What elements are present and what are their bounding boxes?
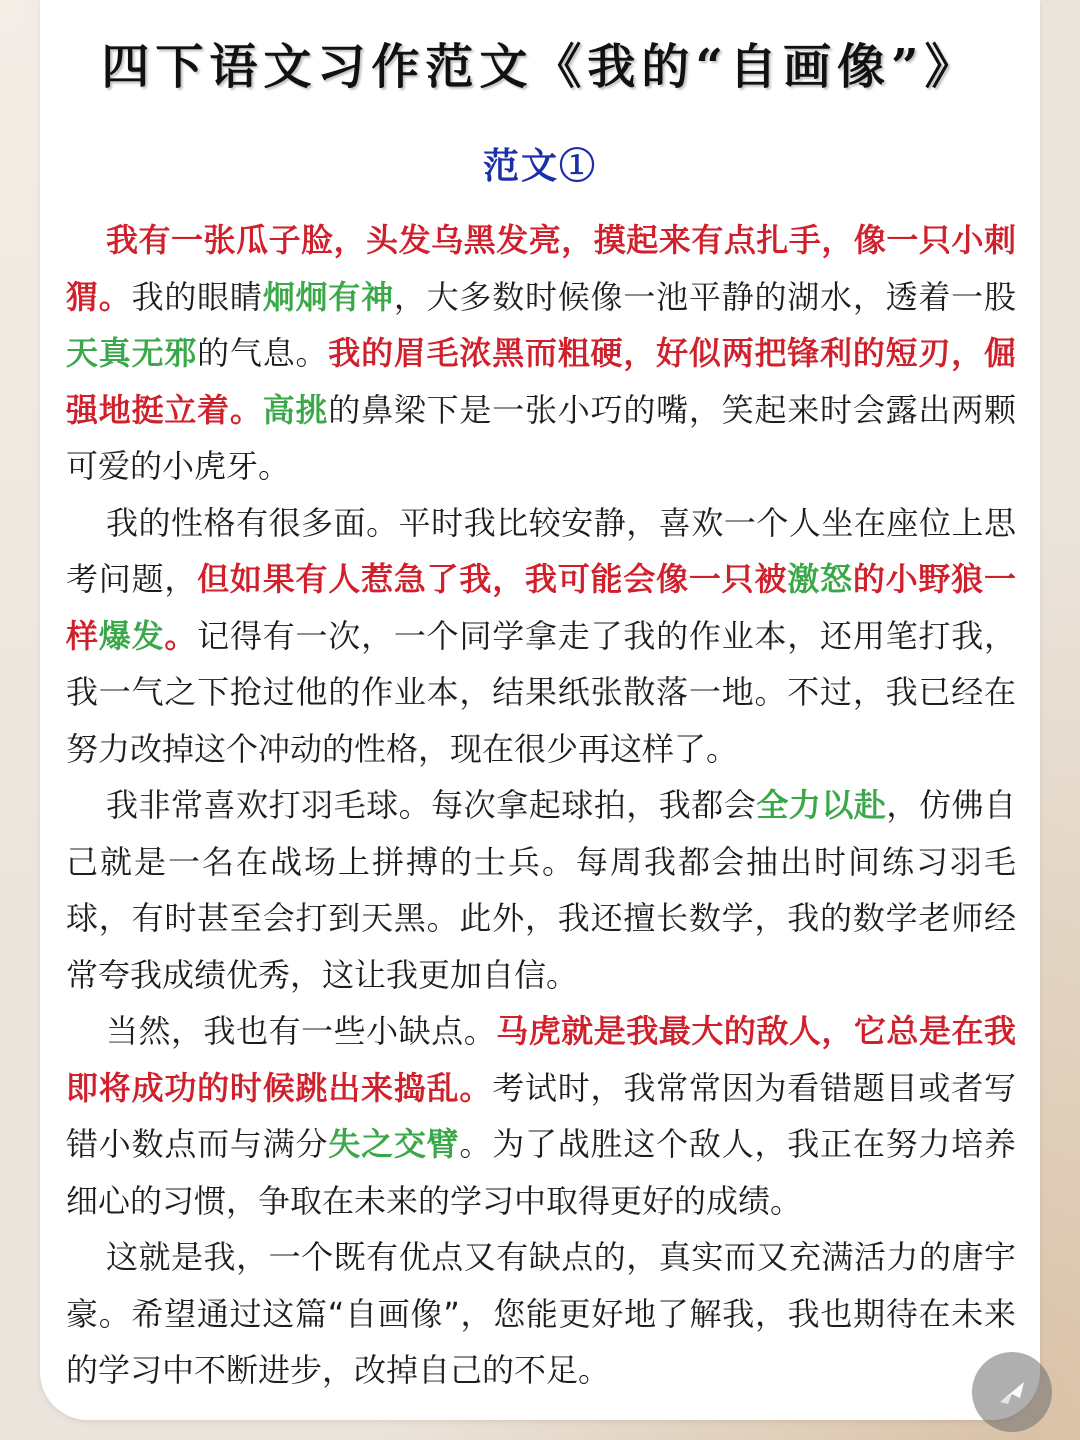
text-run: 我有一张瓜子脸，头发乌黑发亮，摸起来有点扎手，像一只小刺猬。 xyxy=(66,221,1016,316)
text-run: 这就是我，一个既有优点又有缺点的，真实而又充满活力的唐宇豪。希望通过这篇“自画像”，您能更好地了解我，我也期待在未来的学习中不断进步，改掉自己的不足。 xyxy=(66,1238,1016,1389)
text-run: 我的眼睛 xyxy=(131,277,263,316)
paragraph-2 xyxy=(66,495,1016,778)
text-run: 全力以赴 xyxy=(756,786,887,824)
text-run: 我的眉毛浓黑而粗硬，好似两把锋利的短刃，倔强地挺立着。 xyxy=(66,334,1016,429)
text-run: 的小野狼一样 xyxy=(66,560,1016,655)
text-run: 激怒 xyxy=(787,560,853,598)
text-run: 我的性格有很多面。平时我比较安静，喜欢一个人坐在座位上思考问题， xyxy=(66,503,1016,598)
essay-body xyxy=(66,212,1016,1399)
text-run: ，大多数时候像一池平静的湖水，透着一股 xyxy=(393,277,1016,316)
text-run: 我非常喜欢打羽毛球。每次拿起球拍，我都会 xyxy=(106,786,757,824)
text-run: 高挑 xyxy=(262,390,329,429)
text-run: 考试时，我常常因为看错题目或者写错小数点而与满分 xyxy=(66,1068,1016,1163)
text-run: 天真无邪 xyxy=(66,334,198,372)
text-run: 失之交臂 xyxy=(328,1125,460,1163)
paragraph-5 xyxy=(66,1229,1016,1399)
text-run: 炯炯有神 xyxy=(262,277,394,316)
text-run: 但如果有人惹急了我，我可能会像一只被 xyxy=(197,560,788,598)
text-run: 。 xyxy=(164,616,198,655)
text-run: 记得有一次，一个同学拿走了我的作业本，还用笔打我，我一气之下抢过他的作业本，结果纸张散落一地。不过，我已经在努力改掉这个冲动的性格，现在很少再这样了。 xyxy=(66,616,1016,768)
paragraph-3 xyxy=(66,777,1016,1003)
text-run: 爆发 xyxy=(98,616,165,655)
text-run: 的气息。 xyxy=(197,334,329,372)
page-title: 四下语文习作范文《我的“自画像”》 xyxy=(101,39,979,95)
text-run: 的鼻梁下是一张小巧的嘴，笑起来时会露出两颗可爱的小虎牙。 xyxy=(66,390,1016,485)
text-run: 。为了战胜这个敌人，我正在努力培养细心的习惯，争取在未来的学习中取得更好的成绩。 xyxy=(66,1125,1016,1220)
paragraph-1 xyxy=(66,212,1016,495)
paragraph-4 xyxy=(66,1003,1016,1229)
text-run: 当然，我也有一些小缺点。 xyxy=(106,1012,497,1050)
essay-subtitle: 范文① xyxy=(482,145,597,187)
share-button[interactable] xyxy=(972,1352,1052,1432)
text-run: 马虎就是我最大的敌人，它总是在我即将成功的时候跳出来捣乱。 xyxy=(66,1012,1016,1107)
essay-card xyxy=(40,0,1040,1420)
share-arrow-icon xyxy=(992,1372,1032,1412)
text-run: ，仿佛自己就是一名在战场上拼搏的士兵。每周我都会抽出时间练习羽毛球，有时甚至会打到天黑。此外，我还擅长数学，我的数学老师经常夸我成绩优秀，这让我更加自信。 xyxy=(66,786,1016,994)
